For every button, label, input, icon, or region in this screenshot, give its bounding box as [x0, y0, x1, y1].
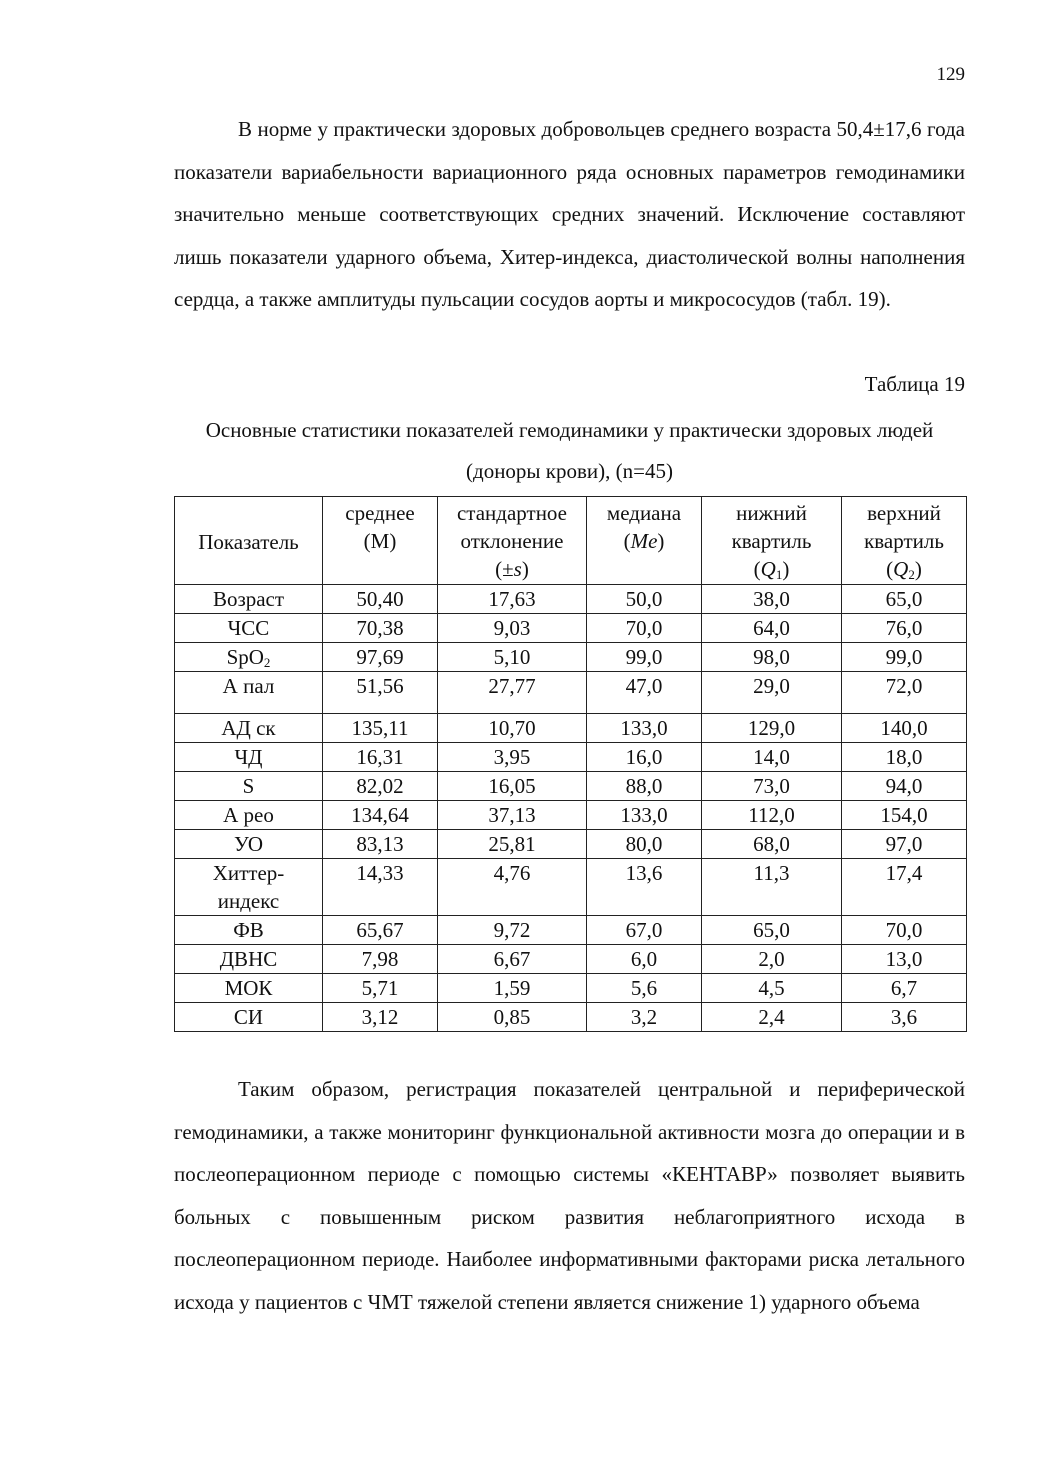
- cell-mean: 97,69: [323, 643, 438, 672]
- cell-mean: 5,71: [323, 974, 438, 1003]
- cell-sd: 16,05: [438, 772, 587, 801]
- cell-q3: 72,0: [842, 672, 967, 714]
- cell-q1: 2,4: [702, 1003, 842, 1032]
- page-number: 129: [936, 64, 965, 85]
- cell-sd: 37,13: [438, 801, 587, 830]
- cell-sd: 5,10: [438, 643, 587, 672]
- cell-q1: 98,0: [702, 643, 842, 672]
- cell-q1: 65,0: [702, 916, 842, 945]
- table-row: [175, 830, 967, 859]
- cell-q1: 38,0: [702, 585, 842, 614]
- header-mean: среднее (M): [323, 497, 438, 585]
- cell-median: 6,0: [587, 945, 702, 974]
- cell-q3: 94,0: [842, 772, 967, 801]
- cell-q1: 2,0: [702, 945, 842, 974]
- table-row: [175, 743, 967, 772]
- cell-median: 13,6: [587, 859, 702, 916]
- cell-mean: 135,11: [323, 714, 438, 743]
- cell-sd: 25,81: [438, 830, 587, 859]
- cell-q3: 13,0: [842, 945, 967, 974]
- cell-median: 133,0: [587, 714, 702, 743]
- cell-q1: 4,5: [702, 974, 842, 1003]
- cell-q1: 73,0: [702, 772, 842, 801]
- cell-q3: 140,0: [842, 714, 967, 743]
- table-row: [175, 714, 967, 743]
- cell-q1: 11,3: [702, 859, 842, 916]
- header-median: медиана (Me): [587, 497, 702, 585]
- cell-mean: 16,31: [323, 743, 438, 772]
- cell-sd: 9,03: [438, 614, 587, 643]
- cell-median: 5,6: [587, 974, 702, 1003]
- cell-median: 80,0: [587, 830, 702, 859]
- table-label: Таблица 19: [864, 372, 965, 396]
- cell-indicator: АД ск: [175, 714, 323, 743]
- cell-q3: 99,0: [842, 643, 967, 672]
- cell-indicator: ЧД: [175, 743, 323, 772]
- paragraph-intro: В норме у практически здоровых добровольцев среднего возраста 50,4±17,6 года показатели вариабельности вариационного ряда основных параметров гемодинамики значительно меньше соответствующих средних значений. Исключение составляют лишь показатели ударного объема, Хитер-индекса, диастолической волны наполнения сердца, а также амплитуды пульсации сосудов аорты и микрососудов (табл. 19).: [174, 117, 965, 311]
- cell-q3: 18,0: [842, 743, 967, 772]
- cell-mean: 51,56: [323, 672, 438, 714]
- cell-mean: 7,98: [323, 945, 438, 974]
- cell-sd: 6,67: [438, 945, 587, 974]
- table-row: [175, 859, 967, 916]
- cell-median: 16,0: [587, 743, 702, 772]
- cell-sd: 0,85: [438, 1003, 587, 1032]
- cell-sd: 17,63: [438, 585, 587, 614]
- cell-sd: 3,95: [438, 743, 587, 772]
- table-row: [175, 772, 967, 801]
- cell-mean: 65,67: [323, 916, 438, 945]
- cell-q1: 129,0: [702, 714, 842, 743]
- table-row: [175, 585, 967, 614]
- cell-mean: 134,64: [323, 801, 438, 830]
- cell-q1: 112,0: [702, 801, 842, 830]
- cell-median: 67,0: [587, 916, 702, 945]
- table-row: [175, 801, 967, 830]
- cell-indicator: SpO$_2$: [175, 643, 323, 672]
- header-lower-quartile: нижний квартиль $(Q_1)$: [702, 497, 842, 585]
- cell-indicator: ДВНС: [175, 945, 323, 974]
- table-row: [175, 672, 967, 714]
- cell-q3: 70,0: [842, 916, 967, 945]
- cell-median: 70,0: [587, 614, 702, 643]
- cell-indicator: СИ: [175, 1003, 323, 1032]
- cell-mean: 83,13: [323, 830, 438, 859]
- table-row: [175, 643, 967, 672]
- table-row: [175, 916, 967, 945]
- cell-mean: 14,33: [323, 859, 438, 916]
- table-caption: Основные статистики показателей гемодинамики у практически здоровых людей (доноры крови), (n=45): [205, 418, 934, 483]
- cell-sd: 9,72: [438, 916, 587, 945]
- cell-q3: 97,0: [842, 830, 967, 859]
- table-row: [175, 974, 967, 1003]
- cell-median: 3,2: [587, 1003, 702, 1032]
- cell-median: 99,0: [587, 643, 702, 672]
- cell-sd: 10,70: [438, 714, 587, 743]
- statistics-table: [174, 496, 967, 1032]
- cell-median: 133,0: [587, 801, 702, 830]
- cell-indicator: S: [175, 772, 323, 801]
- cell-indicator: Хиттер- индекс: [175, 859, 323, 916]
- cell-sd: 1,59: [438, 974, 587, 1003]
- cell-mean: 82,02: [323, 772, 438, 801]
- cell-q3: 17,4: [842, 859, 967, 916]
- table-header-row: [175, 497, 967, 585]
- paragraph-conclusion: Таким образом, регистрация показателей центральной и периферической гемодинамики, а также мониторинг функциональной активности мозга до операции и в послеоперационном периоде с помощью системы «КЕНТАВР» позволяет выявить больных с повышенным риском развития неблагоприятного исхода в послеоперационном периоде. Наиболее информативными факторами риска летального исхода у пациентов с ЧМТ тяжелой степени является снижение 1) ударного объема: [174, 1077, 965, 1314]
- cell-q3: 6,7: [842, 974, 967, 1003]
- cell-q1: 64,0: [702, 614, 842, 643]
- cell-q1: 68,0: [702, 830, 842, 859]
- cell-indicator: УО: [175, 830, 323, 859]
- cell-indicator: Возраст: [175, 585, 323, 614]
- cell-mean: 3,12: [323, 1003, 438, 1032]
- table-row: [175, 945, 967, 974]
- header-indicator: Показатель: [175, 497, 323, 585]
- cell-indicator: А пал: [175, 672, 323, 714]
- cell-indicator: А рео: [175, 801, 323, 830]
- cell-median: 47,0: [587, 672, 702, 714]
- cell-indicator: ФВ: [175, 916, 323, 945]
- cell-mean: 70,38: [323, 614, 438, 643]
- header-sd: стандартное отклонение (±s): [438, 497, 587, 585]
- cell-q3: 65,0: [842, 585, 967, 614]
- cell-mean: 50,40: [323, 585, 438, 614]
- cell-q3: 3,6: [842, 1003, 967, 1032]
- cell-q1: 14,0: [702, 743, 842, 772]
- cell-q3: 76,0: [842, 614, 967, 643]
- cell-q1: 29,0: [702, 672, 842, 714]
- header-upper-quartile: верхний квартиль $(Q_2)$: [842, 497, 967, 585]
- table-row: [175, 614, 967, 643]
- cell-q3: 154,0: [842, 801, 967, 830]
- cell-median: 88,0: [587, 772, 702, 801]
- cell-sd: 27,77: [438, 672, 587, 714]
- cell-sd: 4,76: [438, 859, 587, 916]
- cell-indicator: МОК: [175, 974, 323, 1003]
- table-row: [175, 1003, 967, 1032]
- cell-indicator: ЧСС: [175, 614, 323, 643]
- cell-median: 50,0: [587, 585, 702, 614]
